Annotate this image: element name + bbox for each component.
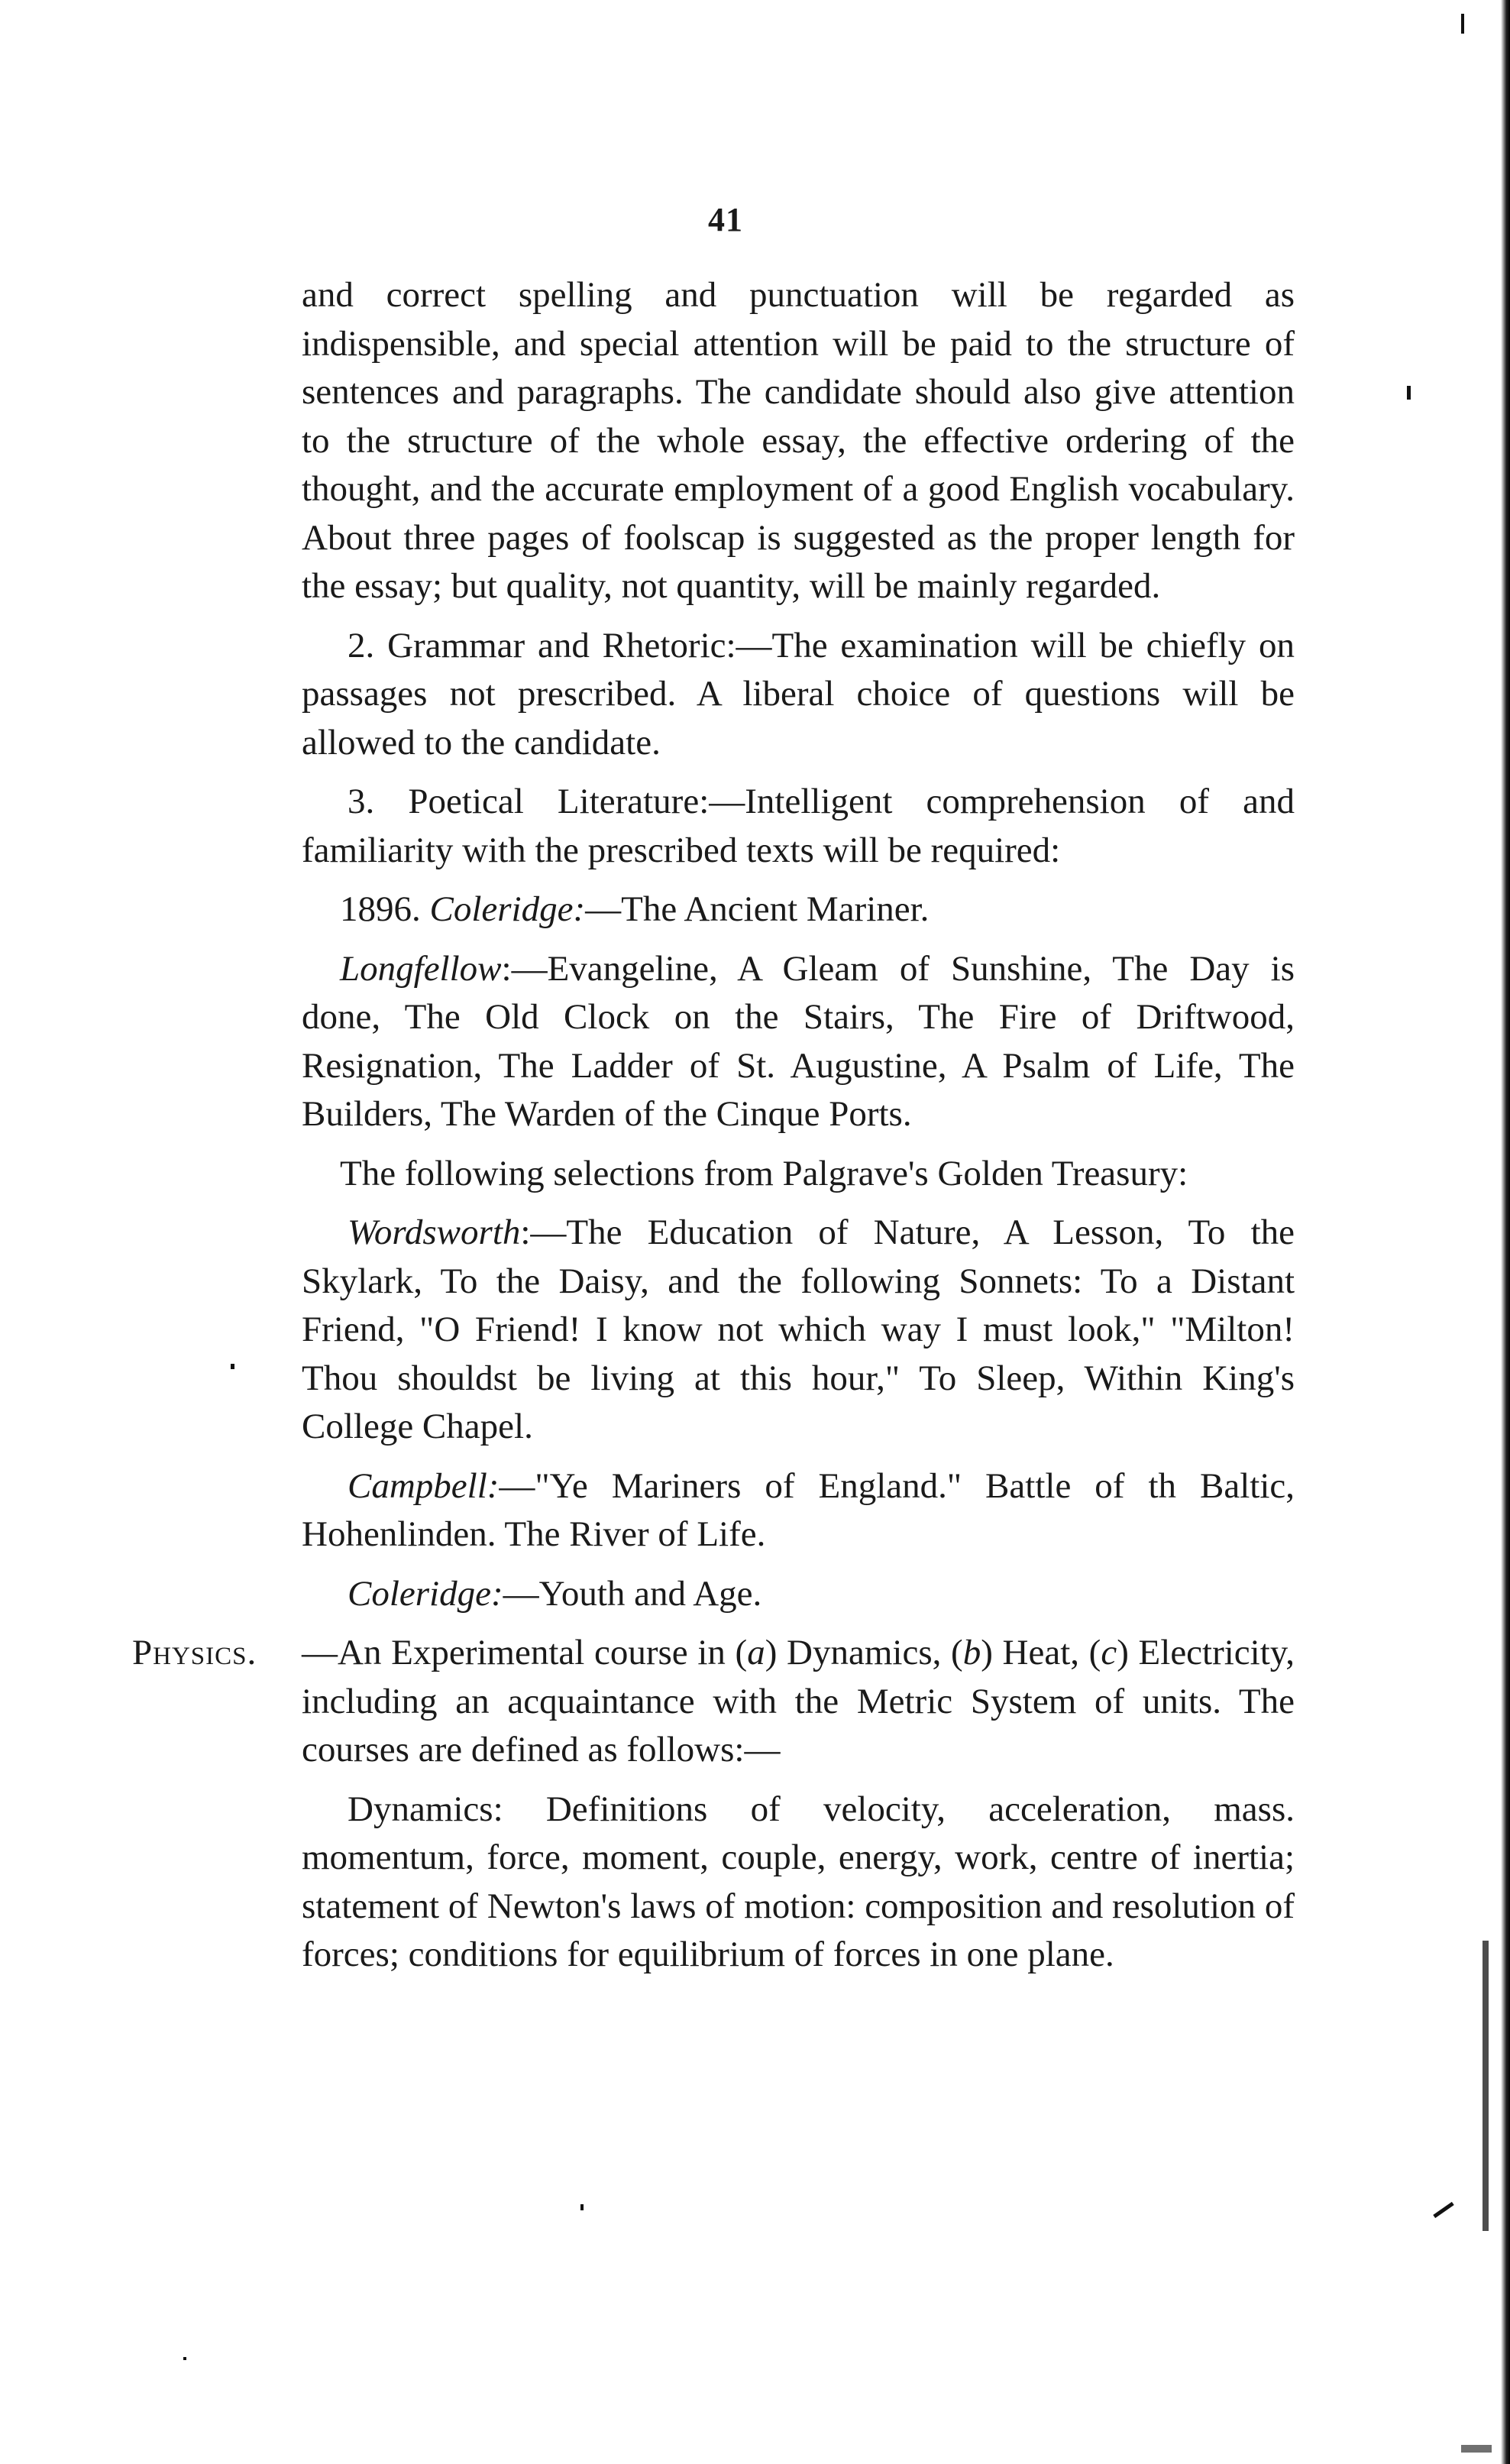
paragraph-palgrave-selections: The following selections from Palgrave's Golden Treasury: <box>340 1153 1188 1193</box>
physics-item-c: c <box>1101 1633 1117 1672</box>
paragraph-coleridge-youth <box>302 1570 1295 1619</box>
author-longfellow: Longfellow <box>340 948 502 989</box>
physics-text-2: ) Dynamics, ( <box>765 1633 963 1672</box>
campbell-works: —"Ye Mariners of England." Battle of th Baltic, Hohenlinden. The River of Life. <box>302 1465 1295 1554</box>
scan-speck <box>580 2204 584 2210</box>
physics-text-3: ) Heat, ( <box>981 1633 1101 1672</box>
section-label-physics: Physics. <box>132 1633 257 1672</box>
paragraph-essay-continuation: and correct spelling and punctuation will be regarded as indispensible, and special attention will be paid to the structure of sentences and paragraphs. The candidate should also give attention to the structure of the whole essay, the effective ordering of the thought, and the accurate employment of a good English vocabulary. About three pages of foolscap is suggested as the proper length for the essay; but quality, not quantity, will be mainly regarded. <box>302 275 1295 606</box>
scan-speck <box>183 2357 186 2360</box>
physics-text-1: —An Experimental course in ( <box>302 1633 748 1672</box>
page-number: 41 <box>708 201 743 238</box>
longfellow-works: :—Evangeline, A Gleam of Sunshine, The Day is done, The Old Clock on the Stairs, The Fire of Driftwood, Resignation, The Ladder of St. Augustine, A Psalm of Life, The Builders, The Warden of the Cinque Ports. <box>302 948 1295 1134</box>
paragraph-dynamics: Dynamics: Definitions of velocity, acceleration, mass. momentum, force, moment, couple, energy, work, centre of inertia; statement of Newton's laws of motion: composition and resolution of forces; conditions for equilibrium of forces in one plane. <box>302 1789 1295 1974</box>
scan-edge-shadow <box>1501 0 1510 2464</box>
physics-text-4: ) Electricity, including an acquaintance with the Metric System of units. The courses are defined as follows:— <box>302 1633 1295 1769</box>
scan-speck <box>1461 14 1464 34</box>
paragraph-campbell <box>302 1462 1295 1559</box>
author-coleridge-second: Coleridge: <box>348 1573 503 1614</box>
author-campbell: Campbell: <box>348 1465 500 1506</box>
paragraph-longfellow <box>302 945 1295 1139</box>
scan-speck <box>1461 2445 1492 2453</box>
page-body <box>132 271 1295 1990</box>
paragraph-wordsworth <box>302 1209 1295 1452</box>
wordsworth-works: :—The Education of Nature, A Lesson, To the Skylark, To the Daisy, and the following Sonnets: To a Distant Friend, "O Friend! I know not which way I must look," "Milton! Thou shouldst be living at this hour," To Sleep, Within King's College Chapel. <box>302 1213 1295 1446</box>
author-coleridge: Coleridge: <box>429 889 586 929</box>
paragraph-physics <box>132 1629 1295 1775</box>
scan-speck <box>1433 2202 1453 2218</box>
author-wordsworth: Wordsworth <box>348 1213 521 1252</box>
paragraph-grammar-rhetoric: 2. Grammar and Rhetoric:—The examination will be chiefly on passages not prescribed. A liberal choice of questions will be allowed to the candidate. <box>302 625 1295 763</box>
coleridge-works: —The Ancient Mariner. <box>585 889 930 929</box>
paragraph-coleridge-1896 <box>302 886 1295 934</box>
scan-speck <box>1407 386 1411 400</box>
scan-speck <box>1483 1941 1489 2231</box>
coleridge-youth-works: —Youth and Age. <box>503 1573 762 1614</box>
paragraph-poetical-literature: 3. Poetical Literature:—Intelligent comprehension of and familiarity with the prescribed texts will be required: <box>302 782 1295 870</box>
physics-item-b: b <box>962 1633 981 1672</box>
year-label: 1896. <box>340 889 421 929</box>
scan-speck <box>231 1364 234 1369</box>
physics-item-a: a <box>747 1633 765 1672</box>
